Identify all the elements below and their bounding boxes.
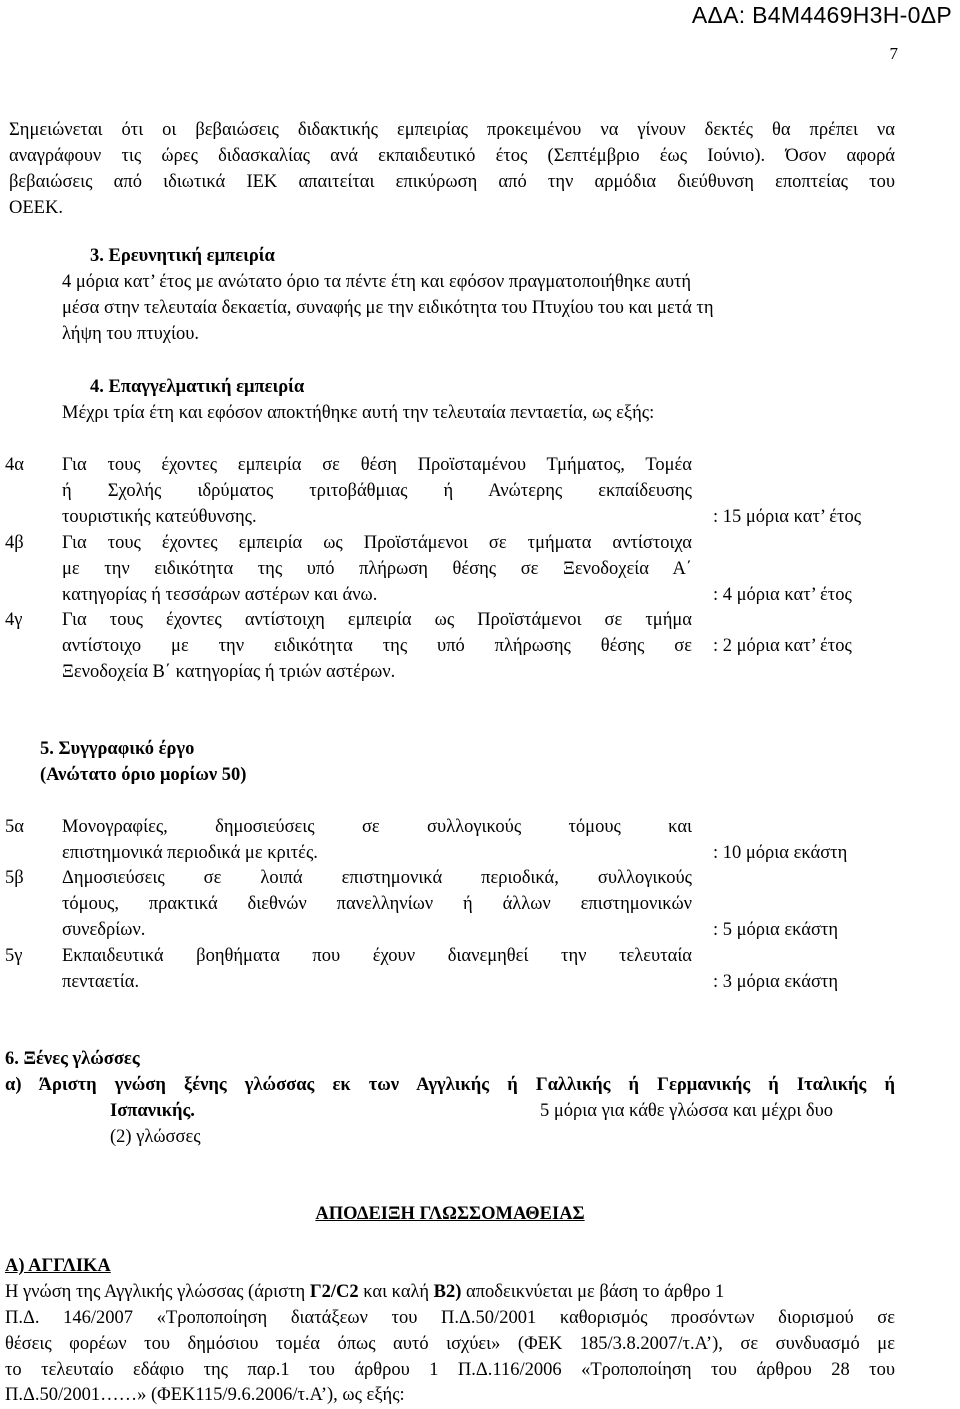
item-points: : 15 μόρια κατ’ έτος — [713, 507, 862, 527]
item-line: κατηγορίας ή τεσσάρων αστέρων και άνω. — [62, 585, 378, 605]
proof-text-bold: Β2) — [433, 1282, 462, 1302]
item-code: 5γ — [5, 946, 23, 966]
item-line: Εκπαιδευτικά βοηθήματα που έχουν διανεμηθεί την τελευταία — [62, 946, 692, 966]
section-3-line: 4 μόρια κατ’ έτος με ανώτατο όριο τα πέντε έτη και εφόσον πραγματοποιήθηκε αυτή — [62, 272, 692, 292]
page-number: 7 — [889, 44, 898, 63]
item-line: αντίστοιχο με την ειδικότητα της υπό πλήρωσης θέσης σε — [62, 636, 692, 656]
intro-line: αναγράφουν τις ώρες διδασκαλίας ανά εκπαιδευτικό έτος (Σεπτέμβριο έως Ιούνιο). Όσον αφορά — [9, 146, 895, 166]
intro-line: Σημειώνεται ότι οι βεβαιώσεις διδακτικής εμπειρίας προκειμένου να γίνουν δεκτές θα πρέπει να — [9, 120, 895, 140]
proof-line: το τελευταίο εδάφιο της παρ.1 του άρθρου 1 Π.Δ.116/2006 «Τροποποίηση του άρθρου 28 του — [5, 1360, 895, 1380]
section-6-line: (2) γλώσσες — [110, 1127, 201, 1147]
ada-code: ΑΔΑ: Β4Μ4469Η3Η-0ΔΡ — [691, 2, 952, 28]
section-3-line: μέσα στην τελευταία δεκαετία, συναφής με την ειδικότητα του Πτυχίου του και μετά τη — [62, 298, 714, 318]
section-4-subtitle: Μέχρι τρία έτη και εφόσον αποκτήθηκε αυτή την τελευταία πενταετία, ως εξής: — [62, 403, 655, 423]
section-4-title: 4. Επαγγελματική εμπειρία — [90, 377, 305, 397]
proof-heading: ΑΠΟΔΕΙΞΗ ΓΛΩΣΣΟΜΑΘΕΙΑΣ — [315, 1204, 585, 1224]
proof-text: Η γνώση της Αγγλικής γλώσσας (άριστη — [5, 1282, 310, 1302]
item-line: Για τους έχοντες αντίστοιχη εμπειρία ως Προϊστάμενοι σε τμήμα — [62, 610, 692, 630]
item-points: : 5 μόρια εκάστη — [713, 920, 839, 940]
item-line: τόμους, πρακτικά διεθνών πανελληνίων ή άλλων επιστημονικών — [62, 894, 692, 914]
proof-line-1 — [5, 1281, 724, 1303]
proof-text: και καλή — [358, 1282, 434, 1302]
proof-text-bold: Γ2/C2 — [309, 1282, 359, 1302]
proof-text: αποδεικνύεται με βάση το άρθρο 1 — [461, 1282, 725, 1302]
item-code: 4γ — [5, 610, 23, 630]
item-code: 5α — [5, 817, 24, 837]
item-code: 4β — [5, 533, 24, 553]
section-5-title: 5. Συγγραφικό έργο — [40, 739, 195, 759]
section-6-line: α) Άριστη γνώση ξένης γλώσσας εκ των Αγγλικής ή Γαλλικής ή Γερμανικής ή Ιταλικής ή — [5, 1075, 895, 1095]
item-points: : 10 μόρια εκάστη — [713, 843, 848, 863]
item-line: Για τους έχοντες εμπειρία σε θέση Προϊσταμένου Τμήματος, Τομέα — [62, 455, 692, 475]
item-line: πενταετία. — [62, 972, 140, 992]
item-line: ή Σχολής ιδρύματος τριτοβάθμιας ή Ανώτερης εκπαίδευσης — [62, 481, 692, 501]
section-6-line-rest: 5 μόρια για κάθε γλώσσα και μέχρι δυο — [540, 1101, 834, 1121]
item-line: Δημοσιεύσεις σε λοιπά επιστημονικά περιοδικά, συλλογικούς — [62, 868, 692, 888]
item-code: 4α — [5, 455, 24, 475]
item-points: : 3 μόρια εκάστη — [713, 972, 839, 992]
proof-line: Π.Δ. 146/2007 «Τροποποίηση διατάξεων του Π.Δ.50/2001 καθορισμός προσόντων διορισμού σε — [5, 1308, 895, 1328]
intro-line: ΟΕΕΚ. — [9, 198, 63, 218]
item-line: Ξενοδοχεία Β΄ κατηγορίας ή τριών αστέρων. — [62, 662, 396, 682]
proof-line: θέσεις φορέων του δημόσιου τομέα όπως αυτό ισχύει» (ΦΕΚ 185/3.8.2007/τ.Α’), σε συνδυασμό με — [5, 1334, 895, 1354]
section-3-title: 3. Ερευνητική εμπειρία — [90, 246, 275, 266]
proof-line: Π.Δ.50/2001……» (ΦΕΚ115/9.6.2006/τ.Α’), ως εξής: — [5, 1385, 405, 1405]
english-heading: Α) ΑΓΓΛΙΚΑ — [5, 1256, 111, 1276]
item-line: Μονογραφίες, δημοσιεύσεις σε συλλογικούς τόμους και — [62, 817, 692, 837]
section-6-title: 6. Ξένες γλώσσες — [5, 1049, 140, 1069]
item-points: : 2 μόρια κατ’ έτος — [713, 636, 852, 656]
item-points: : 4 μόρια κατ’ έτος — [713, 585, 852, 605]
item-code: 5β — [5, 868, 24, 888]
section-5-subtitle: (Ανώτατο όριο μορίων 50) — [40, 765, 247, 785]
intro-line: βεβαιώσεις από ιδιωτικά ΙΕΚ απαιτείται επικύρωση από την αρμόδια διεύθυνση εποπτείας του — [9, 172, 895, 192]
section-6-line-bold: Ισπανικής. — [110, 1101, 195, 1121]
item-line: τουριστικής κατεύθυνσης. — [62, 507, 257, 527]
item-line: επιστημονικά περιοδικά με κριτές. — [62, 843, 318, 863]
section-3-line: λήψη του πτυχίου. — [62, 324, 199, 344]
item-line: Για τους έχοντες εμπειρία ως Προϊστάμενοι σε τμήματα αντίστοιχα — [62, 533, 692, 553]
item-line: συνεδρίων. — [62, 920, 146, 940]
item-line: με την ειδικότητα της υπό πλήρωση θέσης σε Ξενοδοχεία Α΄ — [62, 559, 692, 579]
